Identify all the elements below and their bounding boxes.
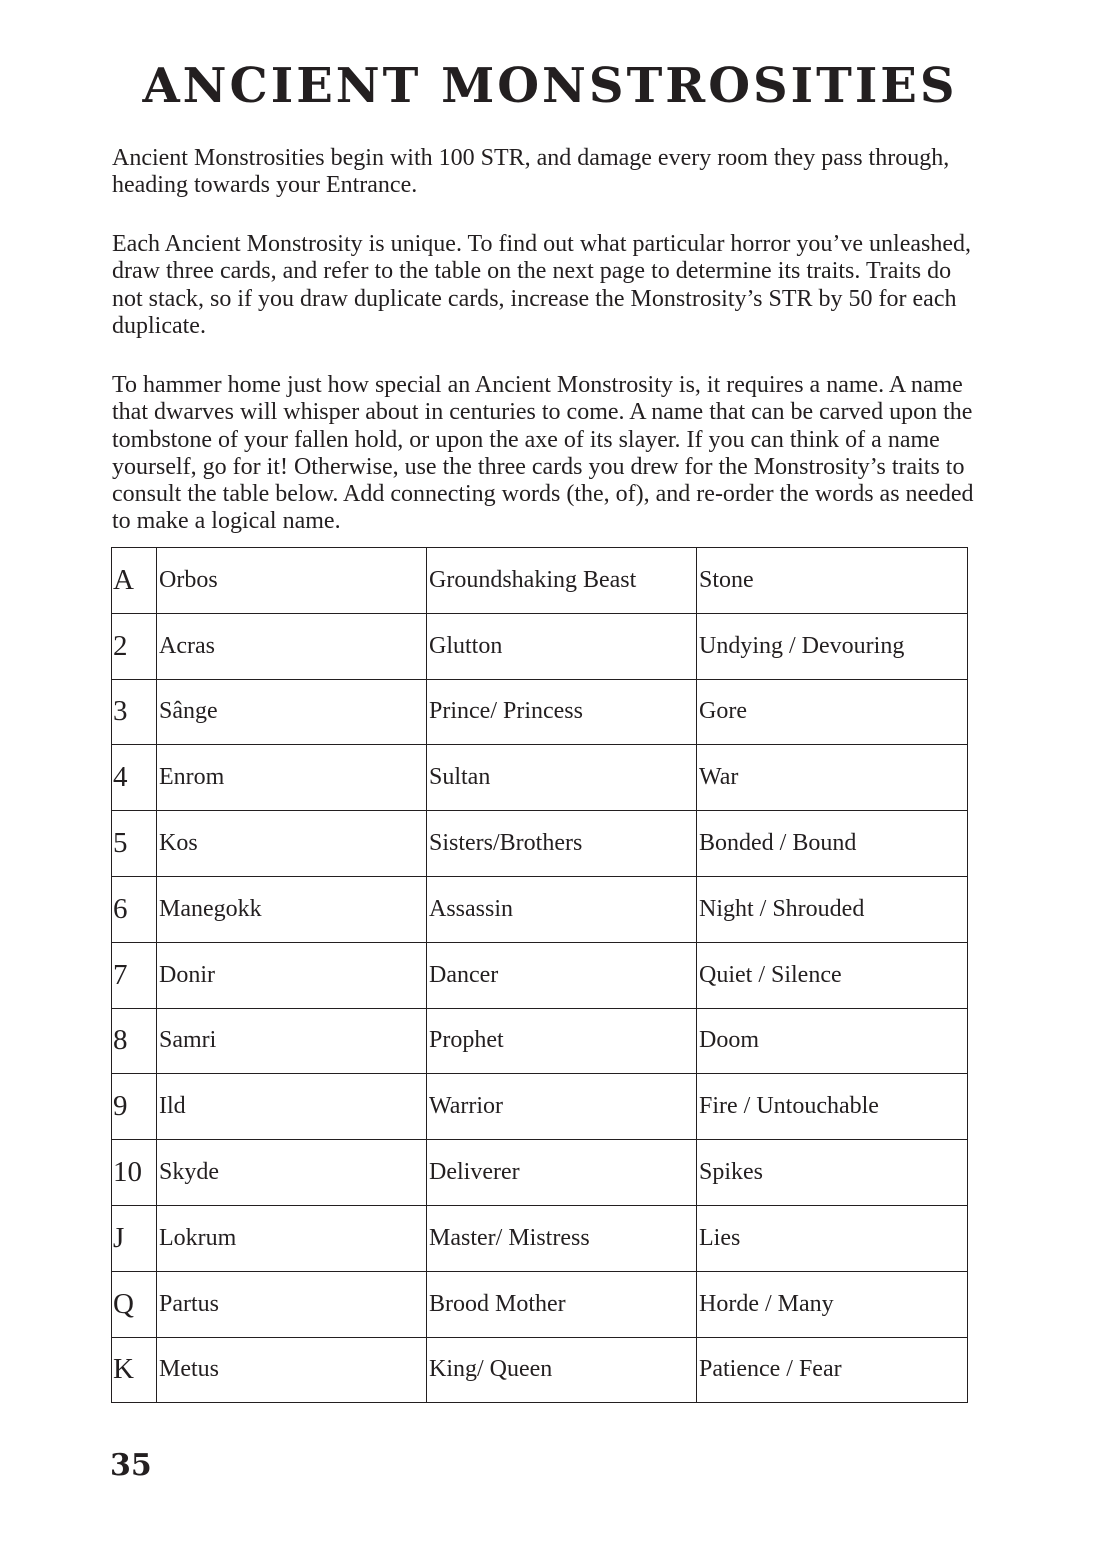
table-row: [112, 811, 968, 877]
card-cell: A: [112, 548, 157, 614]
card-cell: 8: [112, 1008, 157, 1074]
table-row: [112, 942, 968, 1008]
name-cell: Metus: [157, 1337, 427, 1403]
table-row: [112, 1140, 968, 1206]
title-cell: King/ Queen: [427, 1337, 697, 1403]
title-cell: Brood Mother: [427, 1271, 697, 1337]
table-row: [112, 1074, 968, 1140]
card-cell: 7: [112, 942, 157, 1008]
page-number: 35: [110, 1448, 152, 1483]
name-cell: Enrom: [157, 745, 427, 811]
epithet-cell: Undying / Devouring: [697, 613, 968, 679]
card-cell: K: [112, 1337, 157, 1403]
title-cell: Sultan: [427, 745, 697, 811]
table-row: [112, 1205, 968, 1271]
epithet-cell: Quiet / Silence: [697, 942, 968, 1008]
name-cell: Orbos: [157, 548, 427, 614]
epithet-cell: Stone: [697, 548, 968, 614]
name-cell: Samri: [157, 1008, 427, 1074]
title-cell: Prophet: [427, 1008, 697, 1074]
name-table-body: [112, 548, 968, 1403]
card-cell: J: [112, 1205, 157, 1271]
table-row: [112, 876, 968, 942]
epithet-cell: Horde / Many: [697, 1271, 968, 1337]
table-row: [112, 679, 968, 745]
page-title: ANCIENT MONSTROSITIES: [142, 58, 958, 114]
name-cell: Donir: [157, 942, 427, 1008]
title-cell: Glutton: [427, 613, 697, 679]
epithet-cell: Spikes: [697, 1140, 968, 1206]
card-cell: 2: [112, 613, 157, 679]
epithet-cell: Bonded / Bound: [697, 811, 968, 877]
table-row: [112, 1008, 968, 1074]
epithet-cell: Patience / Fear: [697, 1337, 968, 1403]
title-cell: Groundshaking Beast: [427, 548, 697, 614]
table-row: [112, 613, 968, 679]
epithet-cell: Fire / Untouchable: [697, 1074, 968, 1140]
card-cell: 3: [112, 679, 157, 745]
name-cell: Partus: [157, 1271, 427, 1337]
card-cell: 9: [112, 1074, 157, 1140]
intro-paragraph: Ancient Monstrosities begin with 100 STR, and damage every room they pass through, heading towards your Entrance.: [112, 145, 950, 199]
epithet-cell: War: [697, 745, 968, 811]
card-cell: 5: [112, 811, 157, 877]
traits-paragraph: Each Ancient Monstrosity is unique. To find out what particular horror you’ve unleashed, draw three cards, and refer to the table on the next page to determine its traits. Traits do not stack, so if you draw duplicate cards, increase the Monstrosity’s STR by 50 for each duplicate.: [112, 231, 972, 339]
title-cell: Dancer: [427, 942, 697, 1008]
name-cell: Acras: [157, 613, 427, 679]
table-row: [112, 1337, 968, 1403]
table-row: [112, 1271, 968, 1337]
epithet-cell: Night / Shrouded: [697, 876, 968, 942]
title-cell: Prince/ Princess: [427, 679, 697, 745]
name-cell: Lokrum: [157, 1205, 427, 1271]
name-cell: Manegokk: [157, 876, 427, 942]
title-cell: Sisters/Brothers: [427, 811, 697, 877]
name-cell: Skyde: [157, 1140, 427, 1206]
table-row: [112, 745, 968, 811]
name-cell: Sânge: [157, 679, 427, 745]
card-cell: 4: [112, 745, 157, 811]
name-table: [111, 547, 968, 1403]
card-cell: 10: [112, 1140, 157, 1206]
epithet-cell: Gore: [697, 679, 968, 745]
naming-paragraph: To hammer home just how special an Ancient Monstrosity is, it requires a name. A name that dwarves will whisper about in centuries to come. A name that can be carved upon the tombstone of your fallen hold, or upon the axe of its slayer. If you can think of a name yourself, go for it! Otherwise, use the three cards you drew for the Monstrosity’s traits to consult the table below. Add connecting words (the, of), and re-order the words as needed to make a logical name.: [112, 372, 974, 535]
epithet-cell: Lies: [697, 1205, 968, 1271]
title-cell: Assassin: [427, 876, 697, 942]
title-cell: Warrior: [427, 1074, 697, 1140]
title-cell: Deliverer: [427, 1140, 697, 1206]
table-row: [112, 548, 968, 614]
name-cell: Ild: [157, 1074, 427, 1140]
epithet-cell: Doom: [697, 1008, 968, 1074]
card-cell: Q: [112, 1271, 157, 1337]
name-cell: Kos: [157, 811, 427, 877]
card-cell: 6: [112, 876, 157, 942]
title-cell: Master/ Mistress: [427, 1205, 697, 1271]
